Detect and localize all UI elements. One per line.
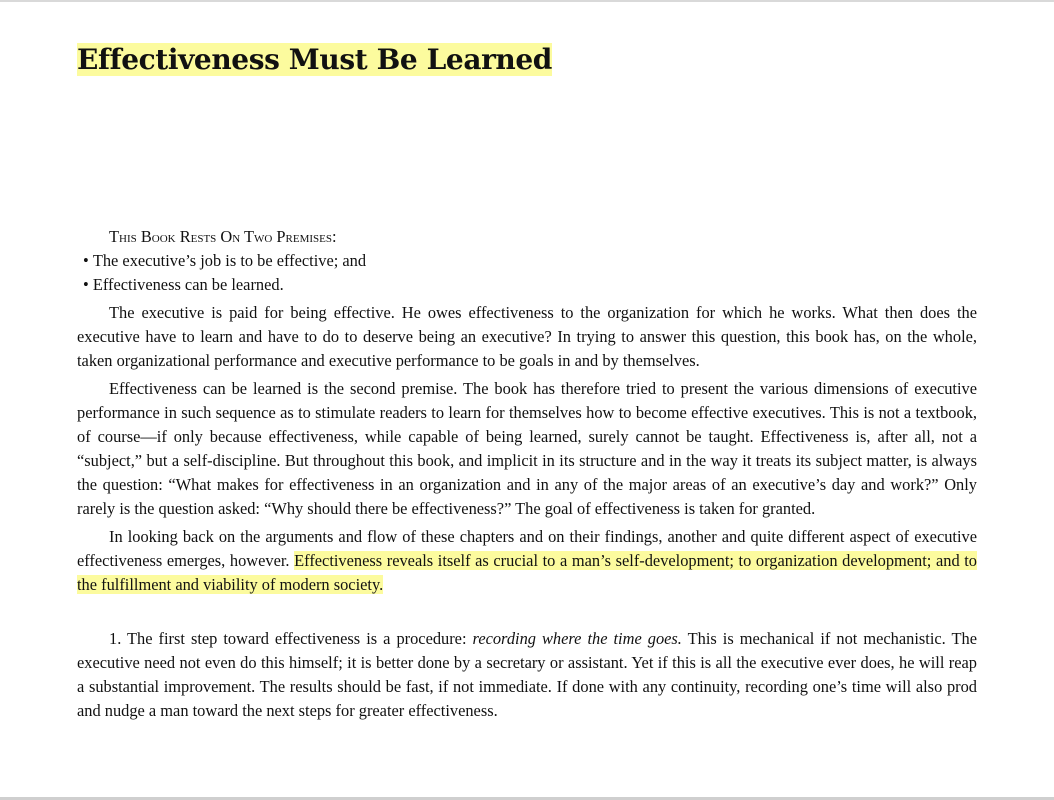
numbered-paragraph-emphasis: recording where the time goes. (472, 629, 682, 648)
body-paragraph-2: Effectiveness can be learned is the second premise. The book has therefore tried to present the various dimensions of executive performance in such sequence as to stimulate readers to learn for themselves how to become effective executives. This is not a textbook, of course—if only because effectiveness, while capable of being learned, surely cannot be taught. Effectiveness is, after all, not a “subject,” but a self-discipline. But throughout this book, and implicit in its structure and in the way it treats its subject matter, is always the question: “What makes for effectiveness in an organization and in any of the major areas of an executive’s day and work?” Only rarely is the question asked: “Why should there be effectiveness?” The goal of effectiveness is taken for granted. (77, 379, 977, 518)
numbered-paragraph (77, 627, 977, 723)
page-top-border (0, 0, 1054, 2)
premise-item: • The executive’s job is to be effective; and (83, 249, 977, 273)
chapter-title (77, 41, 552, 79)
paragraph-3-text: In looking back on the arguments and flow of these chapters and on their findings, another and quite different aspect of executive effectiveness emerges, however. (77, 527, 977, 570)
numbered-paragraph-rest: This is mechanical if not mechanistic. The executive need not even do this himself; it is better done by a secretary or assistant. Yet if this is all the executive ever does, he will reap a substantial improvement. The results should be fast, if not immediate. If done with any continuity, recording one’s time will also prod and nudge a man toward the next steps for greater effectiveness. (77, 629, 977, 720)
paragraph-number: 1. (109, 629, 122, 648)
body-paragraph-3 (77, 525, 977, 597)
highlighted-passage: Effectiveness reveals itself as crucial to a man’s self-development; to organization development; and to the fulfillment and viability of modern society. (77, 551, 977, 594)
section-spacer (77, 597, 977, 627)
numbered-paragraph-lead: The first step toward effectiveness is a procedure: (127, 629, 467, 648)
premise-item: • Effectiveness can be learned. (83, 273, 977, 297)
premises-list (77, 249, 977, 297)
premises-heading: This Book Rests On Two Premises: (109, 227, 337, 246)
body-paragraph-1: The executive is paid for being effective. He owes effectiveness to the organization for which he works. What then does the executive have to learn and have to do to deserve being an executive? In trying to answer this question, this book has, on the whole, taken organizational performance and executive performance to be goals in and by themselves. (77, 303, 977, 370)
chapter-title-highlight: Effectiveness Must Be Learned (77, 43, 552, 76)
body-text (77, 225, 977, 723)
